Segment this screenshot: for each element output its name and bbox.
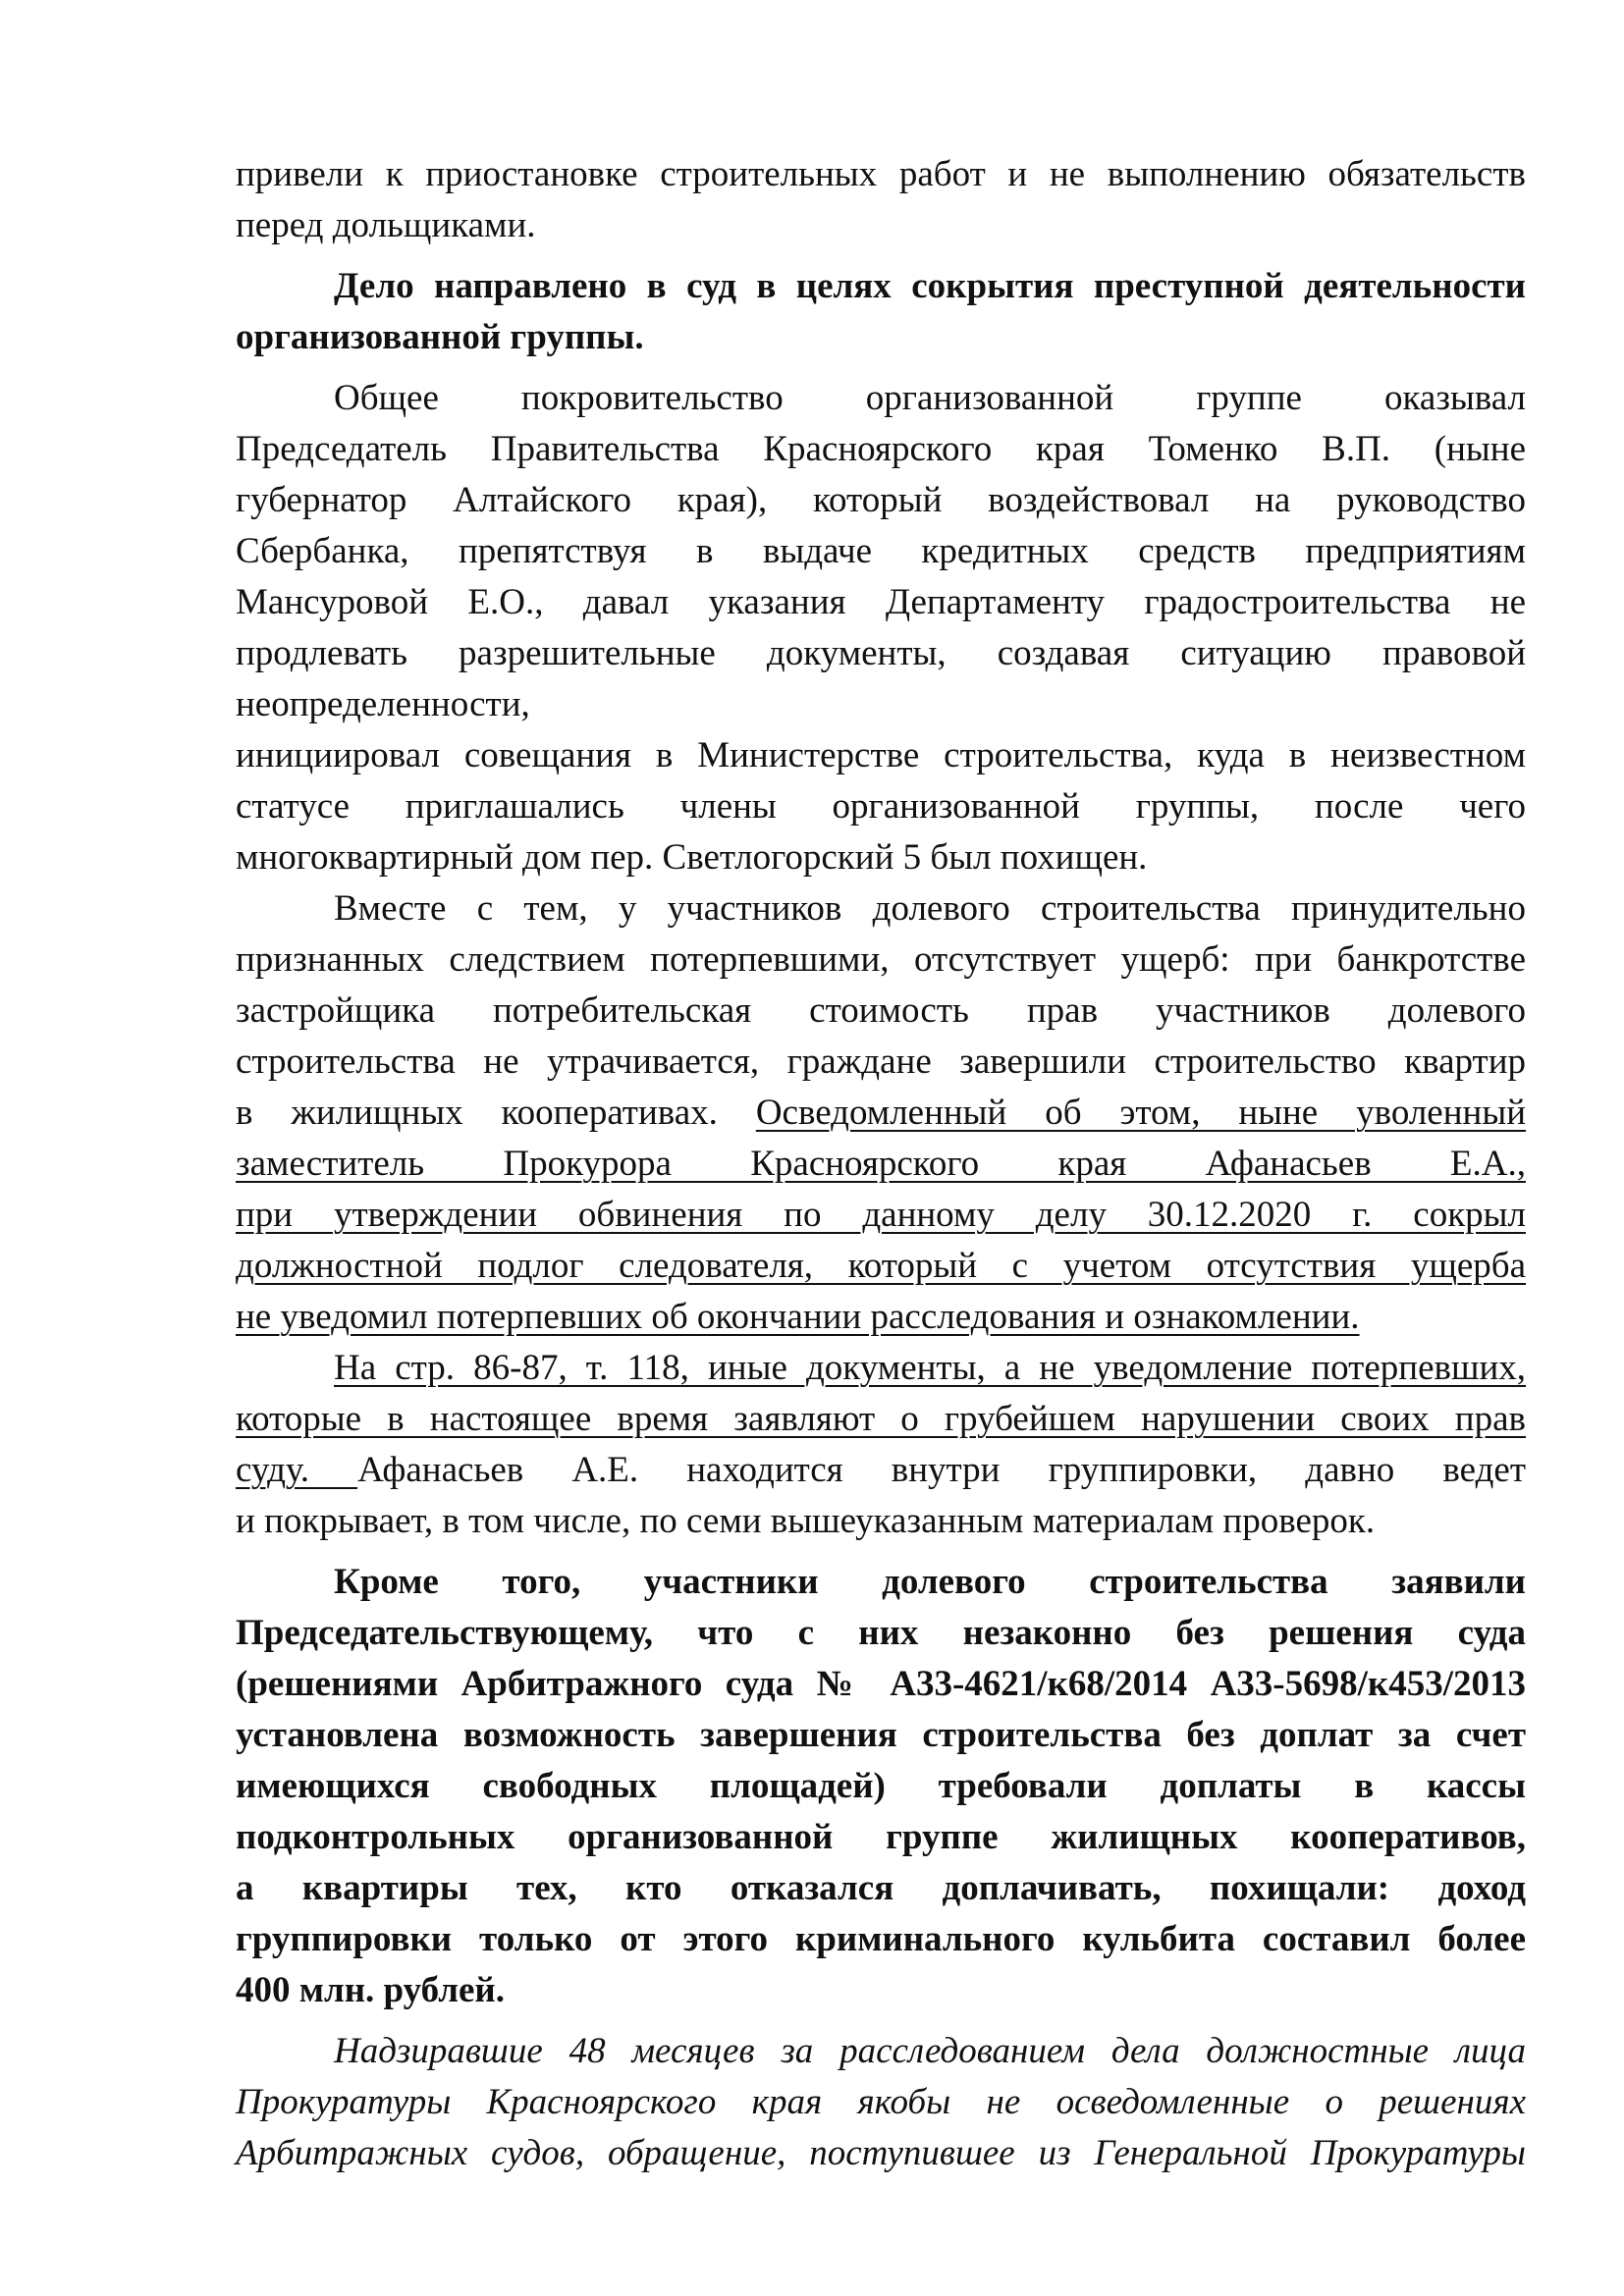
text-segment: Афанасьев А.Е. находится внутри группировки, давно ведет [357, 1450, 1527, 1490]
text-line: и покрывает, в том числе, по семи вышеуказанным материалам проверок. [236, 1501, 1376, 1541]
text-line: Сбербанка, препятствуя в выдаче кредитных средств предприятиям [236, 531, 1526, 571]
underlined-line: при утверждении обвинения по данному делу 30.12.2020 г. сокрыл [236, 1195, 1526, 1235]
text-line: статусе приглашались члены организованной группы, после чего [236, 786, 1526, 827]
text-line: застройщика потребительская стоимость прав участников долевого [236, 990, 1526, 1031]
bold-text-line: (решениями Арбитражного суда № А33-4621/к68/2014 А33-5698/к453/2013 [236, 1664, 1526, 1704]
text-segment: в жилищных кооперативах. [236, 1093, 718, 1133]
underlined-text: Осведомленный об этом, ныне уволенный [755, 1093, 1526, 1133]
italic-text-line: Надзиравшие 48 месяцев за расследованием дела должностные лица [334, 2031, 1526, 2071]
text-line: инициировал совещания в Министерстве строительства, куда в неизвестном [236, 735, 1526, 775]
underline-spacer [309, 1450, 357, 1490]
bold-text-line: подконтрольных организованной группе жилищных кооперативов, [236, 1817, 1526, 1857]
bold-text-line: Председательствующему, что с них незаконно без решения суда [236, 1613, 1526, 1653]
text-line: Председатель Правительства Красноярского края Томенко В.П. (ныне [236, 429, 1526, 469]
underlined-line: заместитель Прокурора Красноярского края Афанасьев Е.А., [236, 1144, 1526, 1184]
bold-text-line: Кроме того, участники долевого строительства заявили [334, 1562, 1526, 1602]
text-line: Вместе с тем, у участников долевого строительства принудительно [334, 888, 1526, 929]
text-line [236, 1088, 1526, 1139]
bold-heading-line: Дело направлено в суд в целях сокрытия преступной деятельности [334, 266, 1526, 306]
bold-heading-line: организованной группы. [236, 317, 644, 357]
bold-text-line: группировки только от этого криминального кульбита составил более [236, 1919, 1526, 1959]
underlined-text: суду. [236, 1450, 309, 1490]
document-page [236, 149, 1526, 2179]
text-line: строительства не утрачивается, граждане завершили строительство квартир [236, 1041, 1526, 1082]
italic-text-line: Прокуратуры Красноярского края якобы не осведомленные о решениях [236, 2082, 1526, 2122]
text-line: продлевать разрешительные документы, создавая ситуацию правовой [236, 633, 1526, 673]
underlined-line: которые в настоящее время заявляют о грубейшем нарушении своих прав [236, 1399, 1526, 1439]
bold-text-line: имеющихся свободных площадей) требовали доплаты в кассы [236, 1766, 1526, 1806]
text-line: привели к приостановке строительных работ и не выполнению обязательств [236, 154, 1526, 194]
underlined-line: не уведомил потерпевших об окончании расследования и ознакомлении. [236, 1297, 1360, 1337]
bold-text-line: а квартиры тех, кто отказался доплачивать, похищали: доход [236, 1868, 1526, 1908]
text-line: перед дольщиками. [236, 205, 536, 245]
text-line: неопределенности, [236, 684, 530, 724]
bold-text-line: установлена возможность завершения строительства без доплат за счет [236, 1715, 1526, 1755]
text-line: признанных следствием потерпевшими, отсутствует ущерб: при банкротстве [236, 939, 1526, 980]
text-line: губернатор Алтайского края), который воздействовал на руководство [236, 480, 1526, 520]
text-line [236, 1445, 1526, 1496]
underlined-line: должностной подлог следователя, который с учетом отсутствия ущерба [236, 1246, 1526, 1286]
underlined-line: На стр. 86-87, т. 118, иные документы, а не уведомление потерпевших, [334, 1348, 1526, 1388]
italic-text-line: Арбитражных судов, обращение, поступившее из Генеральной Прокуратуры [236, 2133, 1526, 2173]
text-line: Общее покровительство организованной группе оказывал [334, 378, 1526, 418]
bold-text-line: 400 млн. рублей. [236, 1970, 505, 2010]
text-line: многоквартирный дом пер. Светлогорский 5 был похищен. [236, 837, 1148, 878]
text-line: Мансуровой Е.О., давал указания Департаменту градостроительства не [236, 582, 1526, 622]
